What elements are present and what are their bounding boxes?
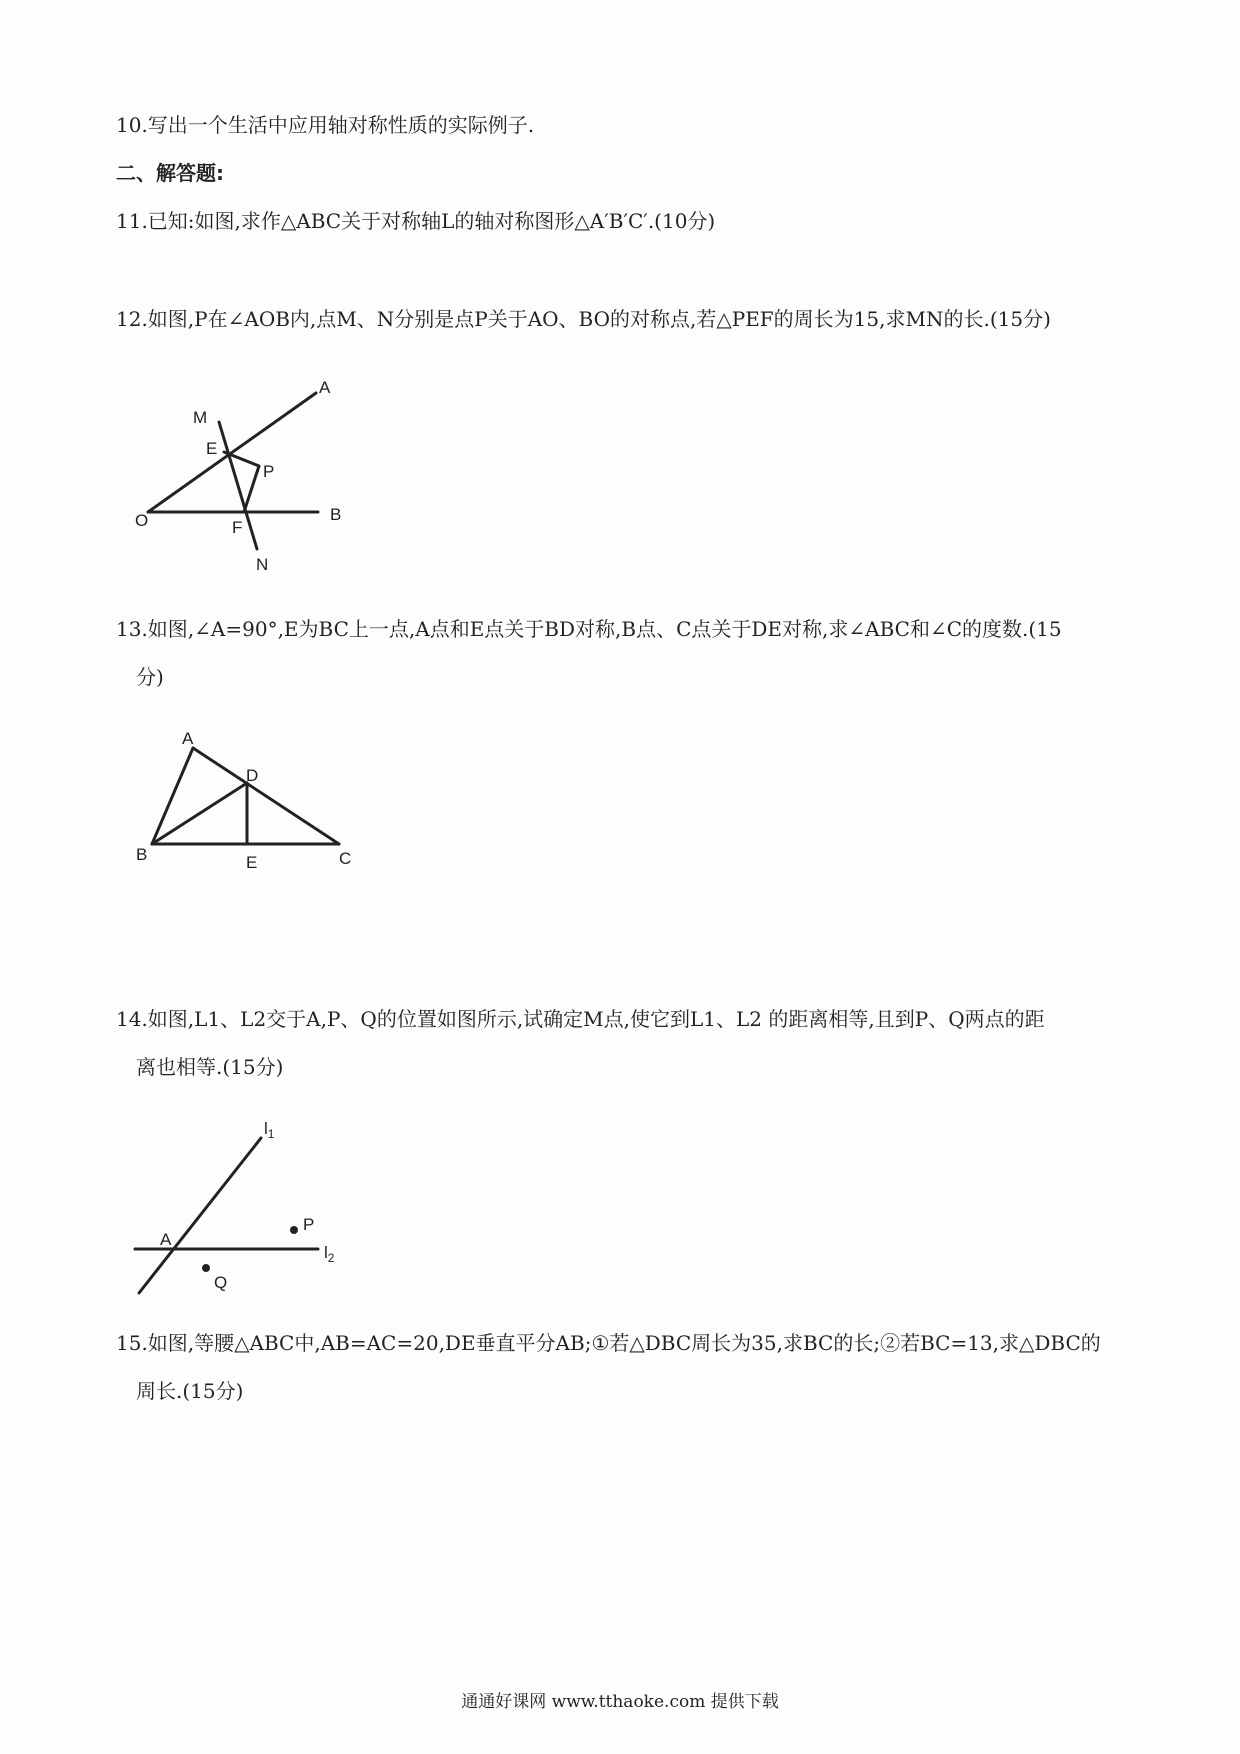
label-a: A (160, 1230, 172, 1249)
section-heading: 二、解答题: (116, 161, 224, 185)
label-m: M (193, 408, 208, 427)
question-15-line-1: 15.如图,等腰△ABC中,AB=AC=20,DE垂直平分AB;①若△DBC周长为35,求BC的长;②若BC=13,求△DBC的 (116, 1331, 1101, 1355)
label-c: C (339, 849, 352, 868)
label-p: P (303, 1215, 315, 1234)
label-n: N (256, 555, 269, 574)
page-footer: 通通好课网 www.tthaoke.com 提供下载 (461, 1692, 779, 1712)
label-a: A (182, 729, 194, 748)
line-l1 (139, 1138, 261, 1293)
label-a: A (319, 378, 331, 397)
question-10: 10.写出一个生活中应用轴对称性质的实际例子. (116, 113, 535, 137)
label-p: P (263, 462, 275, 481)
label-e: E (246, 853, 258, 872)
label-q: Q (214, 1273, 228, 1292)
label-b: B (330, 505, 342, 524)
label-b: B (136, 845, 148, 864)
label-l1: $l_1$ (264, 1119, 275, 1141)
label-e: E (206, 439, 218, 458)
label-l2: $l_2$ (324, 1243, 335, 1265)
point-p (290, 1226, 298, 1234)
question-13-line-2: 分) (136, 665, 164, 689)
label-f: F (232, 518, 243, 537)
question-14-line-1: 14.如图,L1、L2交于A,P、Q的位置如图所示,试确定M点,使它到L1、L2 的距离相等,且到P、Q两点的距 (116, 1007, 1045, 1031)
label-o: O (135, 511, 149, 530)
question-12: 12.如图,P在∠AOB内,点M、N分别是点P关于AO、BO的对称点,若△PEF的周长为15,求MN的长.(15分) (116, 307, 1051, 331)
question-13-line-1: 13.如图,∠A=90°,E为BC上一点,A点和E点关于BD对称,B点、C点关于DE对称,求∠ABC和∠C的度数.(15 (116, 617, 1062, 641)
question-14-line-2: 离也相等.(15分) (136, 1055, 284, 1079)
label-d: D (246, 766, 259, 785)
question-11: 11.已知:如图,求作△ABC关于对称轴L的轴对称图形△A′B′C′.(10分) (116, 209, 716, 233)
point-q (202, 1264, 210, 1272)
question-15-line-2: 周长.(15分) (136, 1379, 244, 1403)
